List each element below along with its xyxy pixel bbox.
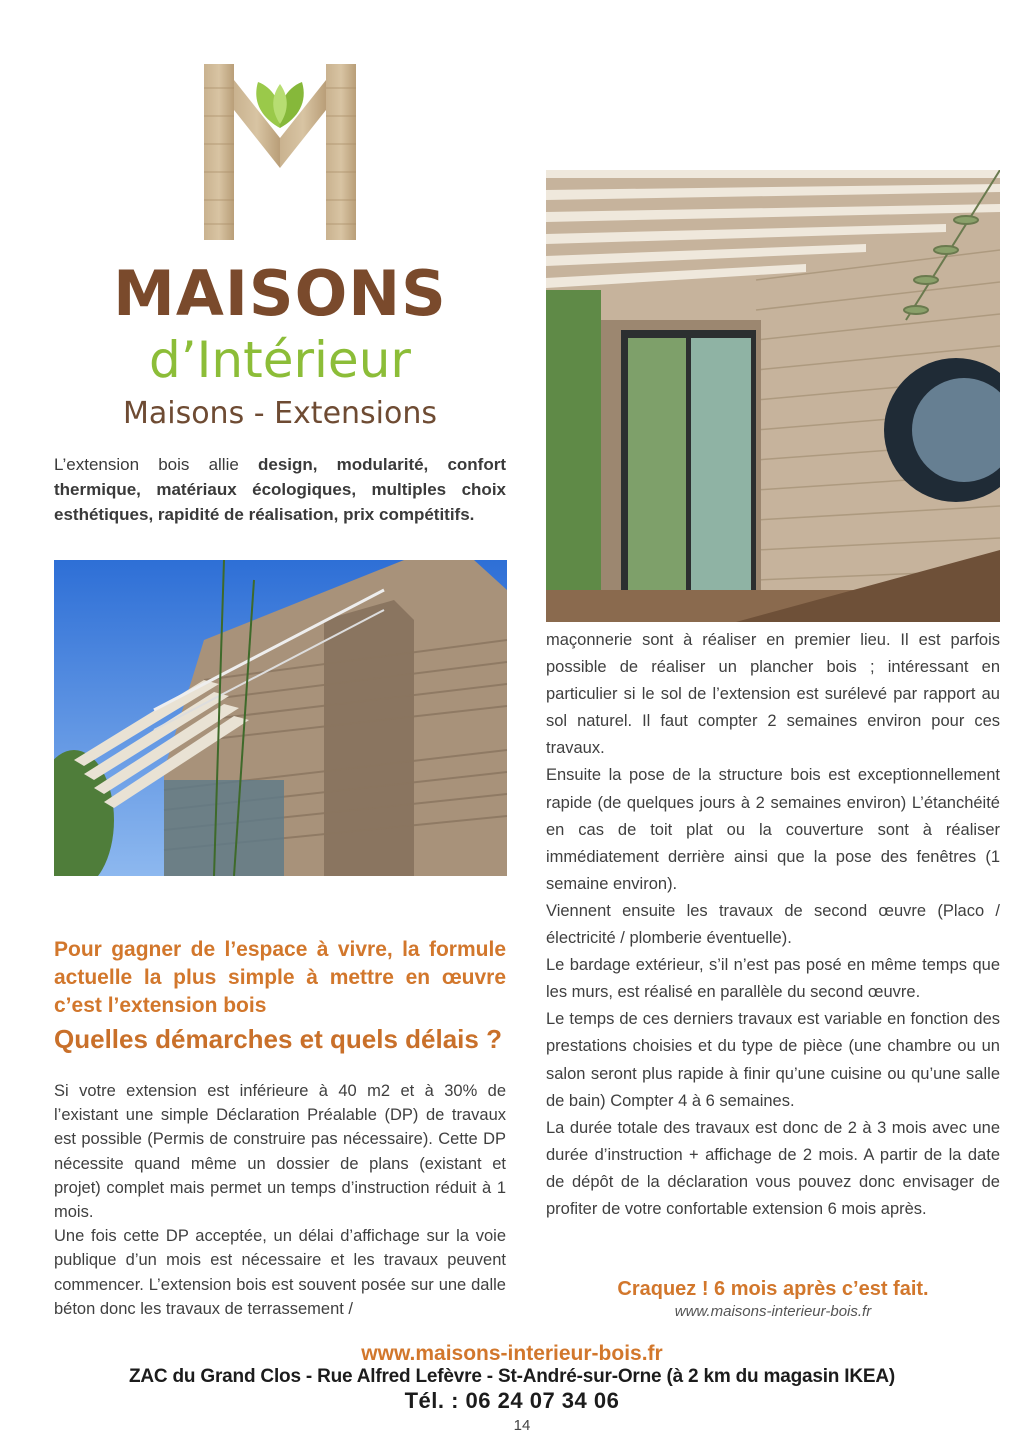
right-column-text [546, 627, 1000, 1223]
brand-name: MAISONS [113, 257, 447, 330]
section-question: Quelles démarches et quels délais ? [54, 1024, 502, 1054]
slogan-website-link[interactable]: www.maisons-interieur-bois.fr [674, 1303, 872, 1320]
paragraph: maçonnerie sont à réaliser en premier lieu. Il est parfois possible de réaliser un plancher bois ; intéressant en particulier si le sol de l’extension est surélevé par rapport au sol naturel. Il faut compter 2 semaines environ pour ces travaux. [546, 631, 1000, 758]
extension-photo-exterior [54, 560, 507, 876]
extension-photo-window [546, 170, 1000, 622]
brand-subtitle: d’Intérieur [149, 331, 411, 389]
paragraph: Le temps de ces derniers travaux est variable en fonction des prestations choisies et du type de pièce (une chambre ou un salon seront plus rapide à finir qu’une cuisine ou qu’une salle de bain) Compter 4 à 6 semaines. [546, 1010, 1000, 1110]
paragraph: Si votre extension est inférieure à 40 m2 et à 30% de l’existant une simple Déclaration Préalable (DP) de travaux est possible (Permis de construire pas nécessaire). Cette DP nécessite quand même un dossier de plans (existant et projet) complet mais permet un temps d’instruction réduit à 1 mois. [54, 1082, 506, 1222]
paragraph: Le bardage extérieur, s’il n’est pas posé en même temps que les murs, est réalisé en parallèle du second œuvre. [546, 956, 1000, 1002]
paragraph: Ensuite la pose de la structure bois est exceptionnellement rapide (de quelques jours à 2 semaines environ) L’étanchéité en cas de toit plat ou la couverture sont à réaliser immédiatement derrière ainsi que la pose des fenêtres (1 semaine environ). [546, 766, 1000, 893]
slogan: Craquez ! 6 mois après c’est fait. [617, 1278, 929, 1300]
paragraph: Une fois cette DP acceptée, un délai d’affichage sur la voie publique d’un mois est nécessaire et les travaux peuvent commencer. L’extension bois est souvent posée sur une dalle béton donc les travaux de terrassement / [54, 1227, 506, 1318]
page-number: 14 [513, 1417, 531, 1434]
paragraph: Viennent ensuite les travaux de second œuvre (Placo / électricité / plomberie éventuelle). [546, 901, 1000, 948]
footer-website-link[interactable]: www.maisons-interieur-bois.fr [361, 1342, 663, 1365]
logo-icon [200, 58, 360, 248]
intro-lead: L’extension bois allie [54, 455, 258, 474]
brand-tagline: Maisons - Extensions [122, 396, 438, 431]
footer-phone: Tél. : 06 24 07 34 06 [404, 1388, 620, 1413]
headline: Pour gagner de l’espace à vivre, la formule actuelle la plus simple à mettre en œuvre c’est l’extension bois [54, 938, 506, 1017]
footer-address: ZAC du Grand Clos - Rue Alfred Lefèvre - St-André-sur-Orne (à 2 km du magasin IKEA) [128, 1366, 896, 1387]
paragraph: La durée totale des travaux est donc de 2 à 3 mois avec une durée d’instruction + affichage de 2 mois. A partir de la date de dépôt de la déclaration vous pouvez donc envisager de profiter de votre confortable extension 6 mois après. [546, 1118, 1000, 1218]
intro-bold: design, modularité, confort thermique, matériaux écologiques, multiples choix esthétiques, rapidité de réalisation, prix compétitifs. [54, 455, 506, 524]
left-column-text [54, 1079, 506, 1321]
intro-paragraph [54, 452, 506, 527]
